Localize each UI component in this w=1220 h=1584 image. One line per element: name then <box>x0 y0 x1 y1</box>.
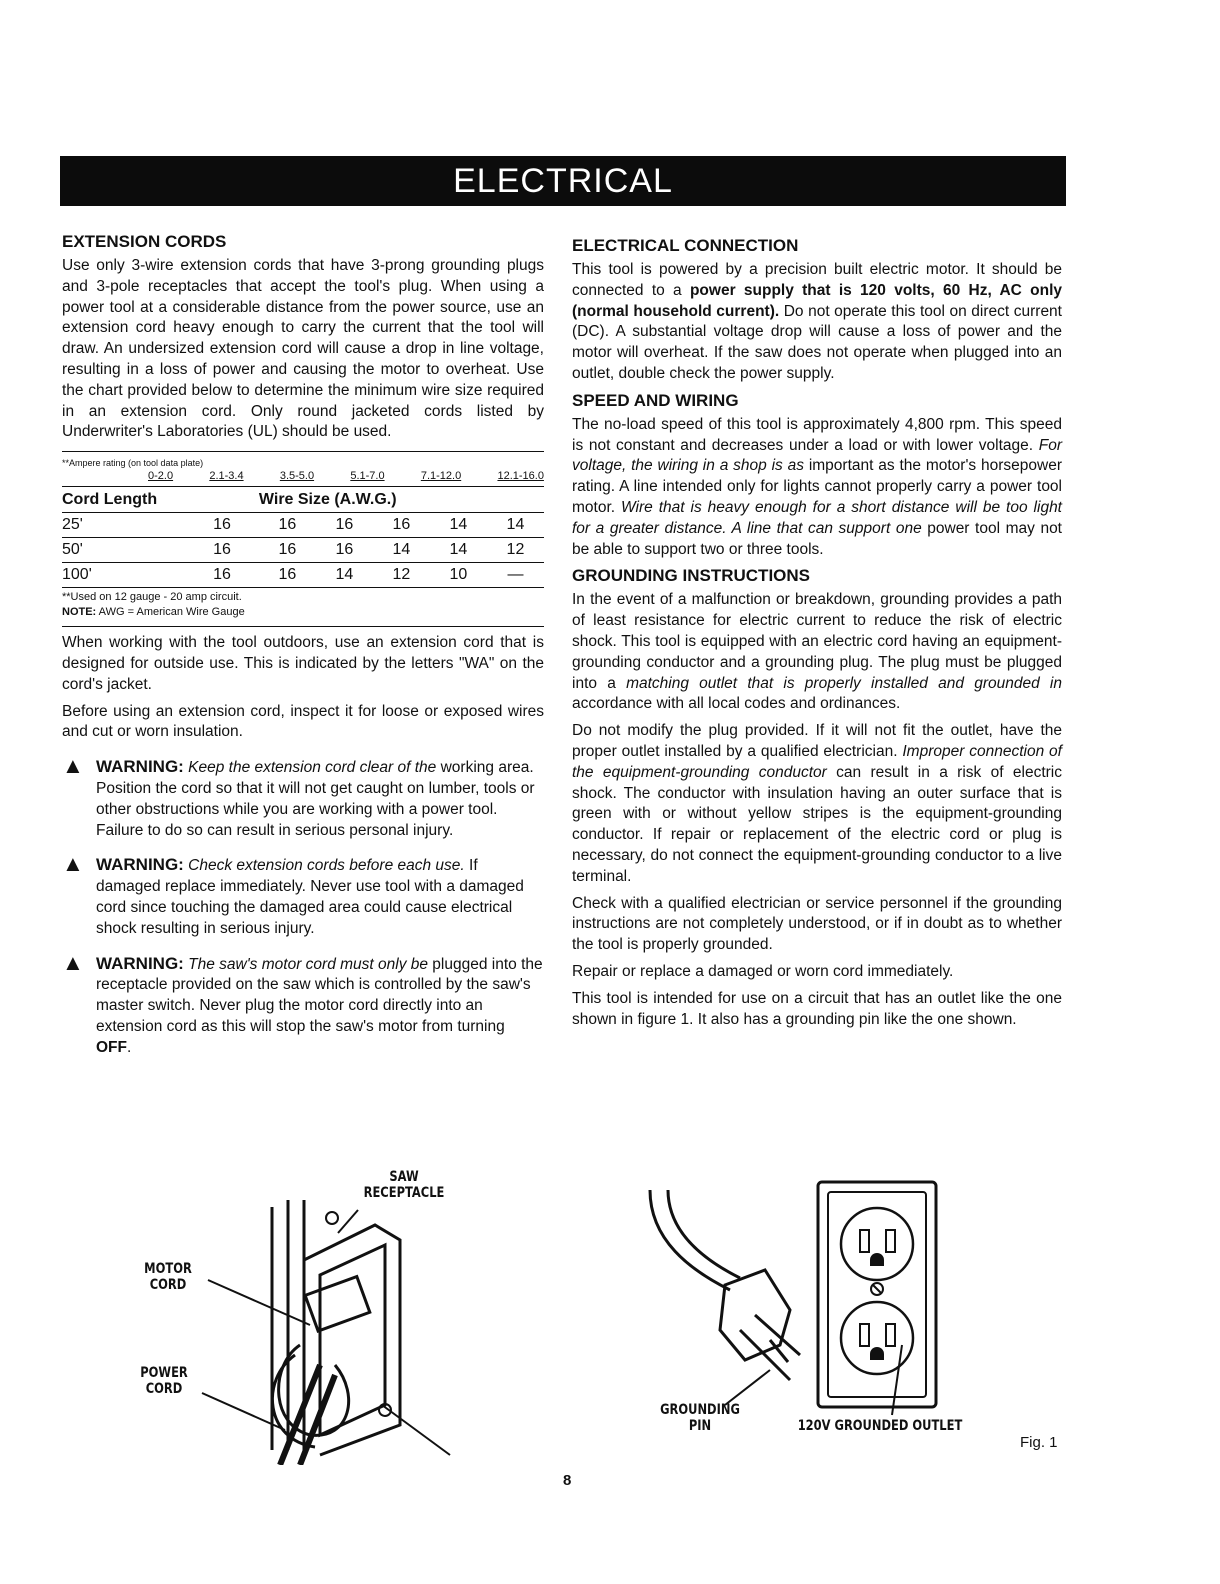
section-banner: ELECTRICAL <box>60 156 1066 206</box>
outdoor-paragraph: When working with the tool outdoors, use an extension cord that is designed for outside use. This is indicated by the letters "WA" on the cord's jacket. <box>62 634 544 693</box>
electrical-connection-paragraph: This tool is powered by a precision built electric motor. It should be connected to a power supply that is 120 volts, 60 Hz, AC only (normal household current). Do not operate this tool on direct current (DC). A substantial voltage drop will cause a loss of power and the motor will overheat. If the saw does not operate when plugged into an outlet, double check the power supply. <box>572 261 1063 382</box>
grounding-heading: GROUNDING INSTRUCTIONS <box>572 566 810 586</box>
warning-triangle-icon: ▲ <box>62 851 84 877</box>
table-row <box>62 513 544 538</box>
table-note-awg: NOTE: AWG = American Wire Gauge <box>62 606 245 619</box>
power-cord-label: POWER CORD <box>140 1365 188 1397</box>
warning-triangle-icon: ▲ <box>62 753 84 779</box>
modify-paragraph: Do not modify the plug provided. If it will not fit the outlet, have the proper outlet installed by a qualified electrician. Improper connection of the equipment-grounding conductor can result in a risk of electric shock. The conductor with insulation having an outer surface that is green with or without yellow stripes is the equipment-grounding conductor. If repair or replacement of the electric cord or plug is necessary, do not connect the equipment-grounding conductor to a live terminal. <box>572 722 1062 885</box>
right-column <box>572 232 1062 1036</box>
cord-length-cell: 25' <box>62 513 185 538</box>
table-row <box>62 538 544 563</box>
wire-size-cell: 16 <box>259 513 316 538</box>
wire-size-cell: 16 <box>259 563 316 588</box>
page-number: 8 <box>563 1472 572 1489</box>
wire-size-cell: 16 <box>373 513 430 538</box>
table-row <box>62 563 544 588</box>
table-note-circuit: **Used on 12 gauge - 20 amp circuit. <box>62 591 242 604</box>
wire-size-table <box>62 486 544 588</box>
circuit-paragraph: This tool is intended for use on a circuit that has an outlet like the one shown in figure 1. It also has a grounding pin like the one shown. <box>572 989 1062 1028</box>
extension-cords-paragraph: Use only 3-wire extension cords that have 3-prong grounding plugs and 3-pole receptacles that accept the tool's plug. When using a power tool at a considerable distance from the power source, use an extension cord heavy enough to carry the current that the tool will draw. An undersized extension cord will cause a drop in line voltage, resulting in a loss of power and causing the motor to overheat. Use the chart provided below to determine the minimum wire size required in an extension cord. Only round jacketed cords listed by Underwriter's Laboratories (UL) should be used. <box>62 257 544 441</box>
grounding-paragraph: In the event of a malfunction or breakdown, grounding provides a path of least resistance for electric current to reduce the risk of electric shock. This tool is equipped with an electric cord having an equipment-grounding conductor and a grounding plug. The plug must be plugged into a matching outlet that is properly installed and grounded in accordance with all local codes and ordinances. <box>572 591 1062 713</box>
warning-triangle-icon: ▲ <box>62 949 84 975</box>
check-paragraph: Check with a qualified electrician or service personnel if the grounding instructions are not completely understood, or if in doubt as to whether the tool is properly grounded. <box>572 894 1062 954</box>
repair-paragraph: Repair or replace a damaged or worn cord immediately. <box>572 962 954 980</box>
wire-size-cell: 10 <box>430 563 487 588</box>
saw-receptacle-figure <box>120 1165 480 1465</box>
cord-length-cell: 100' <box>62 563 185 588</box>
wire-size-cell: 16 <box>185 538 259 563</box>
range-2: 2.1-3.4 <box>209 470 244 483</box>
table-top-rule <box>62 451 544 452</box>
electrical-connection-heading: ELECTRICAL CONNECTION <box>572 236 799 255</box>
wire-size-cell: 12 <box>487 538 544 563</box>
saw-receptacle-drawing <box>120 1165 480 1465</box>
wire-size-cell: 14 <box>430 538 487 563</box>
warning-2: ▲ WARNING: Check extension cords before each use. If damaged replace immediately. Never use tool with a damaged cord since touching the damaged area could cause electrical shock resulting in serious injury. <box>62 855 544 939</box>
wire-size-cell: 14 <box>316 563 373 588</box>
speed-wiring-paragraph: The no-load speed of this tool is approximately 4,800 rpm. This speed is not constant and decreases under a load or with lower voltage. For voltage, the wiring in a shop is as important as the motor's horsepower rating. A line intended only for lights cannot properly carry a power tool motor. Wire that is heavy enough for a short distance will be too light for a greater distance. A line that can support one power tool may not be able to support two or three tools. <box>572 415 1062 558</box>
figure-number: Fig. 1 <box>1020 1434 1058 1451</box>
warning-1: ▲ WARNING: Keep the extension cord clear of the working area. Position the cord so that it will not get caught on lumber, tools or other obstructions while you are working with a power tool. Failure to do so can result in serious personal injury. <box>62 757 544 841</box>
wire-size-cell: 16 <box>259 538 316 563</box>
outlet-figure <box>630 1180 1070 1450</box>
header-cord-length: Cord Length <box>62 487 259 513</box>
saw-receptacle-label: SAW RECEPTACLE <box>363 1169 445 1201</box>
wire-size-cell: 14 <box>430 513 487 538</box>
range-5: 7.1-12.0 <box>420 470 462 483</box>
table-bottom-rule <box>62 626 544 627</box>
wire-size-cell: 16 <box>185 513 259 538</box>
range-1: 0-2.0 <box>148 470 174 483</box>
wire-size-cell: 14 <box>373 538 430 563</box>
wire-size-cell: 16 <box>316 538 373 563</box>
grounded-outlet-label: 120V GROUNDED OUTLET <box>797 1418 963 1434</box>
ampere-note: **Ampere rating (on tool data plate) <box>62 458 204 469</box>
motor-cord-label: MOTOR CORD <box>144 1261 192 1293</box>
speed-wiring-heading: SPEED AND WIRING <box>572 390 739 410</box>
range-4: 5.1-7.0 <box>350 470 385 483</box>
wire-size-cell: — <box>487 563 544 588</box>
warning-3: ▲ WARNING: The saw's motor cord must only be plugged into the receptacle provided on the saw which is controlled by the saw's master switch. Never plug the motor cord directly into an extension cord as this will stop the saw's motor from turning OFF. <box>62 954 544 1059</box>
ampere-ranges <box>62 470 544 482</box>
wire-size-cell: 12 <box>373 563 430 588</box>
extension-cords-heading: EXTENSION CORDS <box>62 232 227 251</box>
left-column <box>62 232 544 1065</box>
wire-size-cell: 16 <box>185 563 259 588</box>
inspect-paragraph: Before using an extension cord, inspect it for loose or exposed wires and cut or worn insulation. <box>62 702 544 741</box>
range-6: 12.1-16.0 <box>497 470 544 483</box>
header-wire-size: Wire Size (A.W.G.) <box>259 487 544 513</box>
grounding-pin-label: GROUNDING PIN <box>660 1402 740 1434</box>
wire-size-cell: 16 <box>316 513 373 538</box>
wire-size-cell: 14 <box>487 513 544 538</box>
range-3: 3.5-5.0 <box>279 470 315 483</box>
cord-length-cell: 50' <box>62 538 185 563</box>
